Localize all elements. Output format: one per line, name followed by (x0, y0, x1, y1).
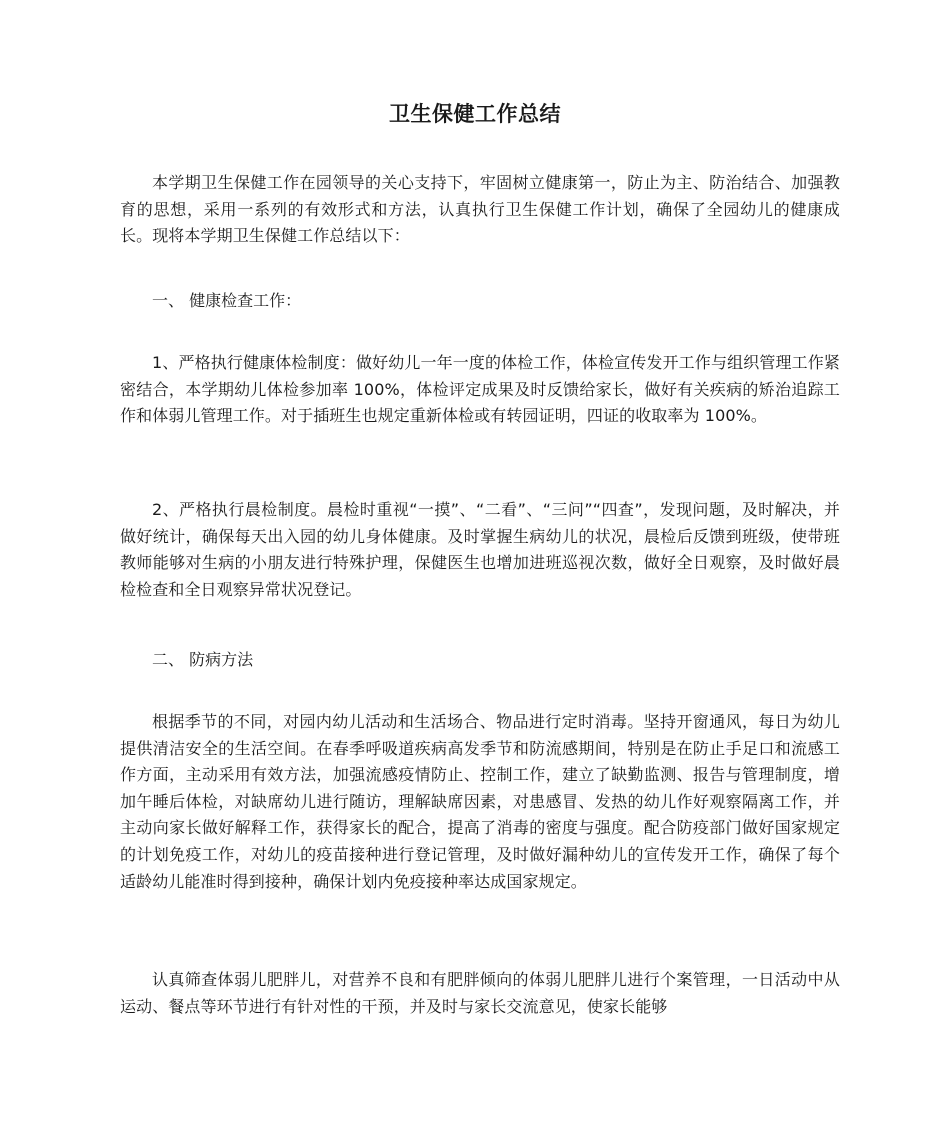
section-heading-disease-prevention: 二、 防病方法 (152, 650, 254, 669)
document-title: 卫生保健工作总结 (389, 102, 561, 126)
paragraph-weak-obese-children: 认真筛查体弱儿肥胖儿，对营养不良和有肥胖倾向的体弱儿肥胖儿进行个案管理，一日活动中从运动、餐点等环节进行有针对性的干预，并及时与家长交流意见，使家长能够 (120, 970, 840, 1016)
paragraph-morning-check: 2、严格执行晨检制度。晨检时重视“一摸”、“二看”、“三问”“四查”，发现问题，及时解决，并做好统计，确保每天出入园的幼儿身体健康。及时掌握生病幼儿的状况，晨检后反馈到班级，使带班教师能够对生病的小朋友进行特殊护理，保健医生也增加进班巡视次数，做好全日观察，及时做好晨检检查和全日观察异常状况登记。 (120, 500, 840, 599)
section-heading-health-check: 一、 健康检查工作： (152, 291, 302, 310)
paragraph-disinfection: 根据季节的不同，对园内幼儿活动和生活场合、物品进行定时消毒。坚持开窗通风，每日为幼儿提供清洁安全的生活空间。在春季呼吸道疾病高发季节和防流感期间，特别是在防止手足口和流感工作方面，主动采用有效方法，加强流感疫情防止、控制工作，建立了缺勤监测、报告与管理制度，增加午睡后体检，对缺席幼儿进行随访，理解缺席因素，对患感冒、发热的幼儿作好观察隔离工作，并主动向家长做好解释工作，获得家长的配合，提高了消毒的密度与强度。配合防疫部门做好国家规定的计划免疫工作，对幼儿的疫苗接种进行登记管理，及时做好漏种幼儿的宣传发开工作，确保了每个适龄幼儿能准时得到接种，确保计划内免疫接种率达成国家规定。 (120, 712, 840, 891)
paragraph-health-exam: 1、严格执行健康体检制度：做好幼儿一年一度的体检工作，体检宣传发开工作与组织管理工作紧密结合，本学期幼儿体检参加率 100%，体检评定成果及时反馈给家长，做好有关疾病的矫治追踪工作和体弱儿管理工作。对于插班生也规定重新体检或有转园证明，四证的收取率为 100%。 (120, 353, 840, 426)
intro-paragraph: 本学期卫生保健工作在园领导的关心支持下，牢固树立健康第一，防止为主、防治结合、加强教育的思想，采用一系列的有效形式和方法，认真执行卫生保健工作计划，确保了全园幼儿的健康成长。现将本学期卫生保健工作总结以下： (120, 173, 840, 246)
